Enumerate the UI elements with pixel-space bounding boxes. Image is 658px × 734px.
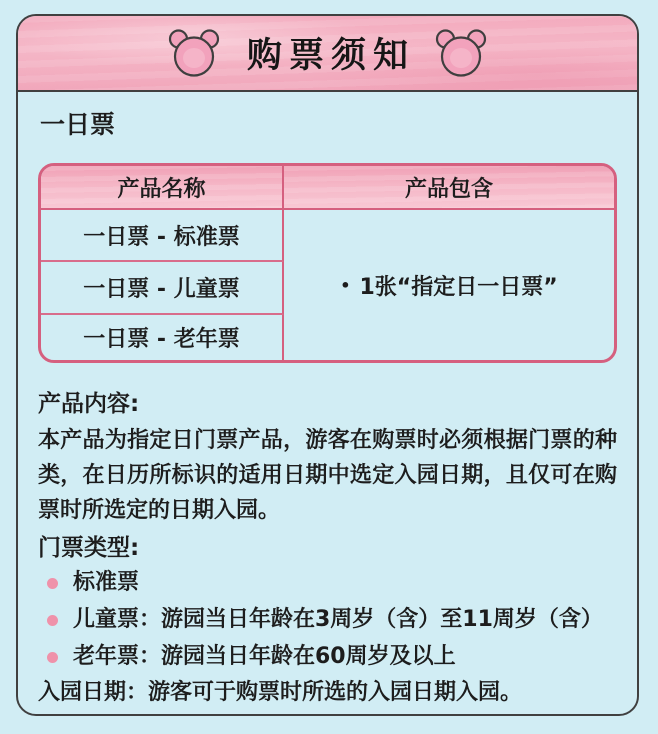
included-bullet-icon: • bbox=[340, 276, 351, 295]
included-cell bbox=[284, 210, 614, 360]
title-banner bbox=[18, 16, 637, 92]
table-row-standard: 一日票 - 标准票 bbox=[41, 210, 284, 262]
product-table bbox=[38, 163, 617, 363]
bullet-dot-icon bbox=[47, 615, 58, 626]
entry-date-text: 游客可于购票时所选的入园日期入园。 bbox=[148, 680, 523, 705]
included-text: 1张“指定日一日票” bbox=[359, 274, 558, 300]
product-content-heading: 产品内容: bbox=[38, 391, 140, 417]
section-heading-one-day-ticket: 一日票 bbox=[40, 110, 116, 139]
ticket-types-list bbox=[38, 568, 617, 672]
list-item-text: 标准票 bbox=[73, 570, 140, 595]
list-item-text: 老年票：游园当日年龄在60周岁及以上 bbox=[73, 644, 456, 669]
mickey-icon-right bbox=[434, 28, 488, 78]
column-header-product-name: 产品名称 bbox=[41, 166, 284, 210]
column-header-product-includes: 产品包含 bbox=[284, 166, 614, 210]
list-item-senior bbox=[38, 642, 617, 672]
entry-date-label: 入园日期： bbox=[38, 680, 149, 705]
table-row-senior: 一日票 - 老年票 bbox=[41, 315, 284, 360]
notice-card bbox=[16, 14, 639, 716]
list-item-standard bbox=[38, 568, 617, 598]
bullet-dot-icon bbox=[47, 578, 58, 589]
product-content-body: 本产品为指定日门票产品，游客在购票时必须根据门票的种类，在日历所标识的适用日期中选定入园日期，且仅可在购票时所选定的日期入园。 bbox=[38, 428, 617, 523]
list-item-text: 儿童票：游园当日年龄在3周岁（含）至11周岁（含） bbox=[73, 607, 603, 632]
table-row-child: 一日票 - 儿童票 bbox=[41, 262, 284, 315]
notice-content bbox=[18, 108, 637, 708]
list-item-child bbox=[38, 605, 617, 635]
bullet-dot-icon bbox=[47, 652, 58, 663]
entry-date-line bbox=[38, 678, 617, 708]
mickey-icon-left bbox=[167, 28, 221, 78]
page-title: 购票须知 bbox=[246, 36, 415, 76]
ticket-types-heading: 门票类型: bbox=[38, 535, 140, 561]
